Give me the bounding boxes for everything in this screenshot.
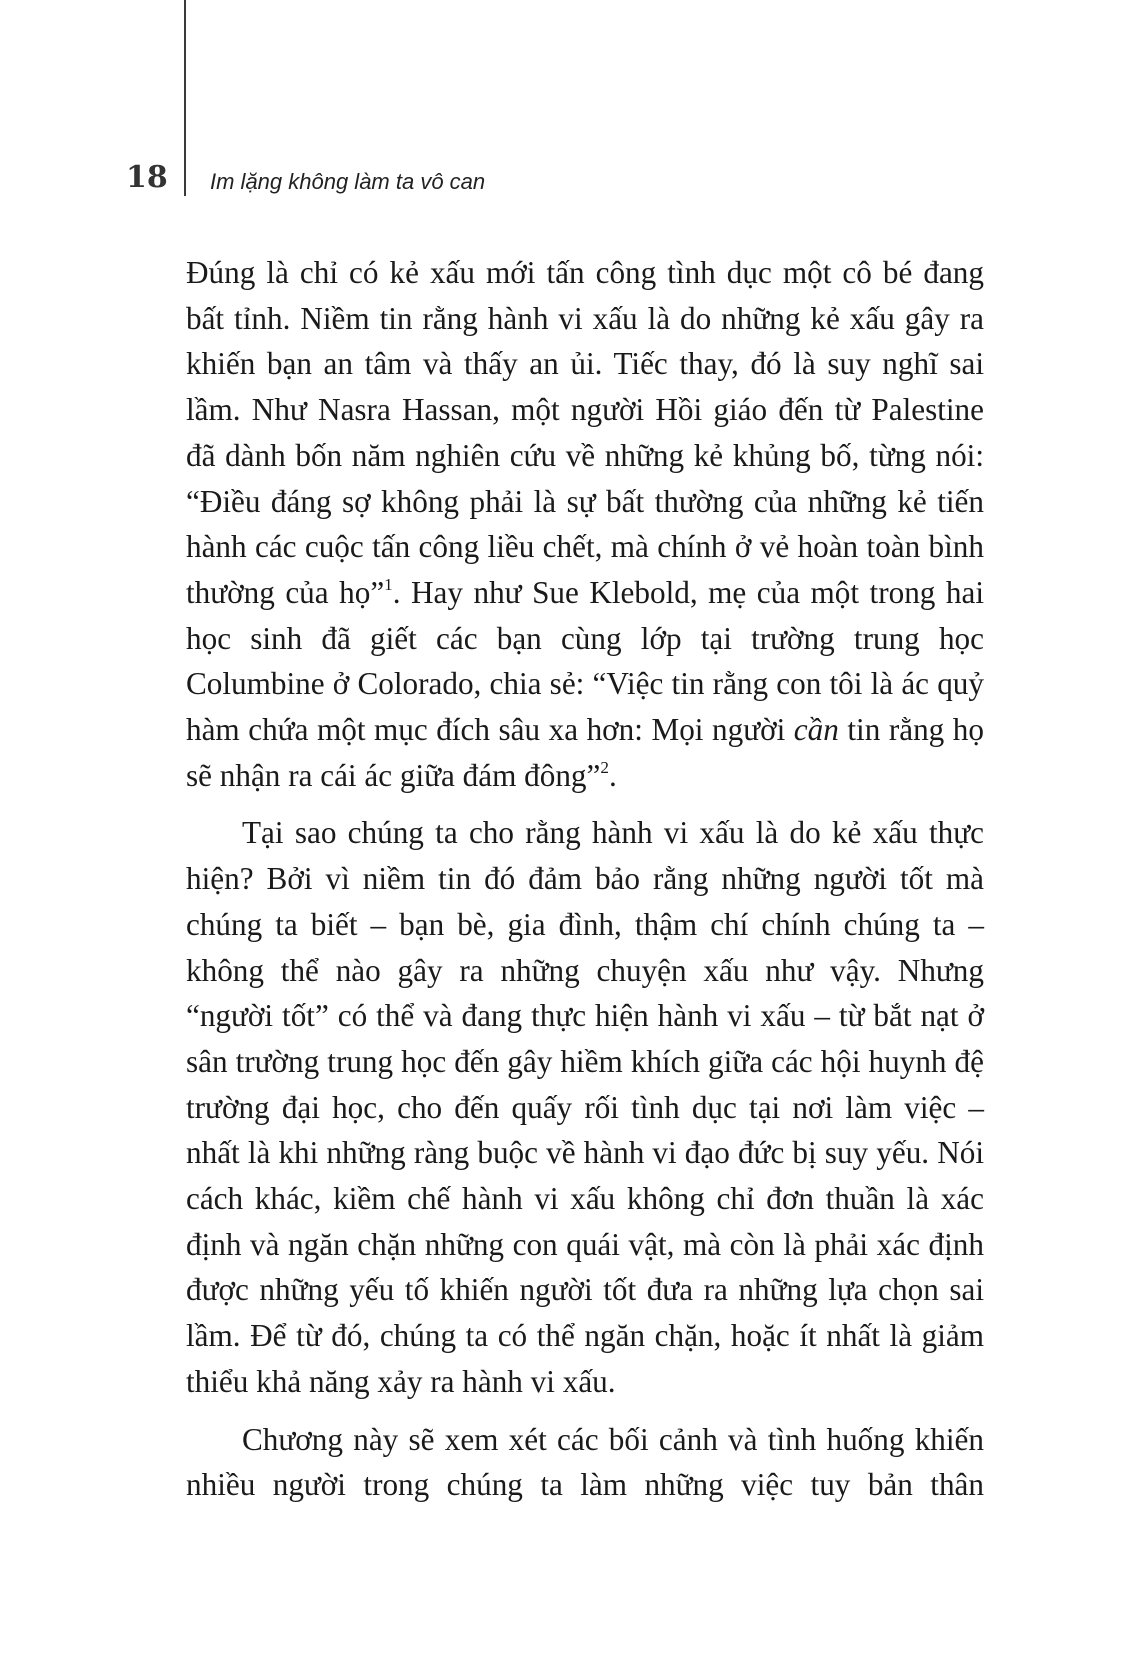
footnote-ref-2[interactable]: 2	[600, 757, 609, 777]
paragraph-1	[186, 250, 984, 798]
page-number: 18	[126, 160, 168, 195]
paragraph-1-part-c: tin rằng họ sẽ nhận ra cái ác giữa đám đông”	[186, 712, 984, 793]
paragraph-2: Tại sao chúng ta cho rằng hành vi xấu là do kẻ xấu thực hiện? Bởi vì niềm tin đó đảm bảo rằng những người tốt mà chúng ta biết – bạn bè, gia đình, thậm chí chính chúng ta – không thể nào gây ra những chuyện xấu như vậy. Nhưng “người tốt” có thể và đang thực hiện hành vi xấu – từ bắt nạt ở sân trường trung học đến gây hiềm khích giữa các hội huynh đệ trường đại học, cho đến quấy rối tình dục tại nơi làm việc – nhất là khi những ràng buộc về hành vi đạo đức bị suy yếu. Nói cách khác, kiềm chế hành vi xấu không chỉ đơn thuần là xác định và ngăn chặn những con quái vật, mà còn là phải xác định được những yếu tố khiến người tốt đưa ra những lựa chọn sai lầm. Để từ đó, chúng ta có thể ngăn chặn, hoặc ít nhất là giảm thiểu khả năng xảy ra hành vi xấu.	[186, 815, 984, 1399]
paragraph-1-part-d: .	[608, 757, 617, 793]
footnote-ref-1[interactable]: 1	[384, 575, 393, 595]
body-text	[186, 250, 984, 1520]
emphasis-word: cần	[793, 712, 839, 748]
running-title: Im lặng không làm ta vô can	[210, 169, 486, 194]
paragraph-3: Chương này sẽ xem xét các bối cảnh và tình huống khiến nhiều người trong chúng ta làm những việc tuy bản thân	[186, 1421, 984, 1503]
paragraph-1-part-b: . Hay như Sue Klebold, mẹ của một trong hai học sinh đã giết các bạn cùng lớp tại trường trung học Columbine ở Colorado, chia sẻ: “Việc tin rằng con tôi là ác quỷ hàm chứa một mục đích sâu xa hơn: Mọi người	[186, 574, 984, 748]
header-divider-rule	[184, 0, 186, 196]
paragraph-1-part-a: Đúng là chỉ có kẻ xấu mới tấn công tình dục một cô bé đang bất tỉnh. Niềm tin rằng hành vi xấu là do những kẻ xấu gây ra khiến bạn an tâm và thấy an ủi. Tiếc thay, đó là suy nghĩ sai lầm. Như Nasra Hassan, một người Hồi giáo đến từ Palestine đã dành bốn năm nghiên cứu về những kẻ khủng bố, từng nói: “Điều đáng sợ không phải là sự bất thường của những kẻ tiến hành các cuộc tấn công liều chết, mà chính ở vẻ hoàn toàn bình thường của họ”	[186, 255, 984, 610]
